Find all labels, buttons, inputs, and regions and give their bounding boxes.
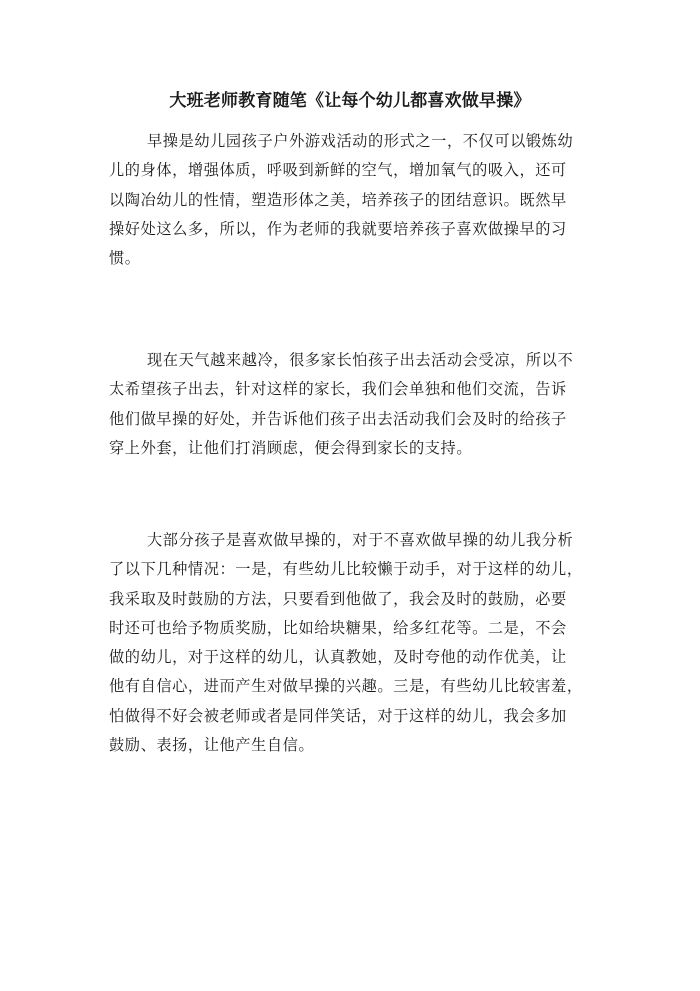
paragraph-line: 他有自信心，进而产生对做早操的兴趣。三是，有些幼儿比较害羞， xyxy=(109,677,583,696)
paragraph-line: 他们做早操的好处，并告诉他们孩子出去活动我们会及时的给孩子 xyxy=(109,409,567,428)
paragraph-2 xyxy=(109,346,586,463)
paragraph-line: 操好处这么多，所以，作为老师的我就要培养孩子喜欢做操早的习 xyxy=(109,219,567,238)
paragraph-line: 太希望孩子出去，针对这样的家长，我们会单独和他们交流，告诉 xyxy=(109,380,567,399)
paragraph-line: 做的幼儿，对于这样的幼儿，认真教她，及时夸他的动作优美，让 xyxy=(109,648,567,667)
paragraph-line: 穿上外套，让他们打消顾虑，便会得到家长的支持。 xyxy=(109,438,473,457)
paragraph-line: 鼓励、表扬，让他产生自信。 xyxy=(109,736,315,755)
paragraph-3 xyxy=(109,526,586,760)
paragraph-line: 现在天气越来越冷，很多家长怕孩子出去活动会受凉，所以不 xyxy=(147,351,574,369)
paragraph-1 xyxy=(109,127,586,273)
paragraph-line: 我采取及时鼓励的方法，只要看到他做了，我会及时的鼓励，必要 xyxy=(109,589,567,608)
paragraph-line: 以陶冶幼儿的性情，塑造形体之美，培养孩子的团结意识。既然早 xyxy=(109,190,567,209)
paragraph-line: 时还可也给予物质奖励，比如给块糖果，给多红花等。二是，不会 xyxy=(109,618,567,637)
paragraph-line: 大部分孩子是喜欢做早操的，对于不喜欢做早操的幼儿我分析 xyxy=(147,531,574,549)
paragraph-line: 了以下几种情况：一是，有些幼儿比较懒于动手，对于这样的幼儿， xyxy=(109,560,583,579)
paragraph-line: 怕做得不好会被老师或者是同伴笑话，对于这样的幼儿，我会多加 xyxy=(109,706,567,725)
paragraph-line: 早操是幼儿园孩子户外游戏活动的形式之一，不仅可以锻炼幼 xyxy=(147,132,574,150)
paragraph-line: 儿的身体，增强体质，呼吸到新鲜的空气，增加氧气的吸入，还可 xyxy=(109,161,567,180)
paragraph-line: 惯。 xyxy=(109,249,141,268)
document-title: 大班老师教育随笔《让每个幼儿都喜欢做早操》 xyxy=(169,91,531,111)
